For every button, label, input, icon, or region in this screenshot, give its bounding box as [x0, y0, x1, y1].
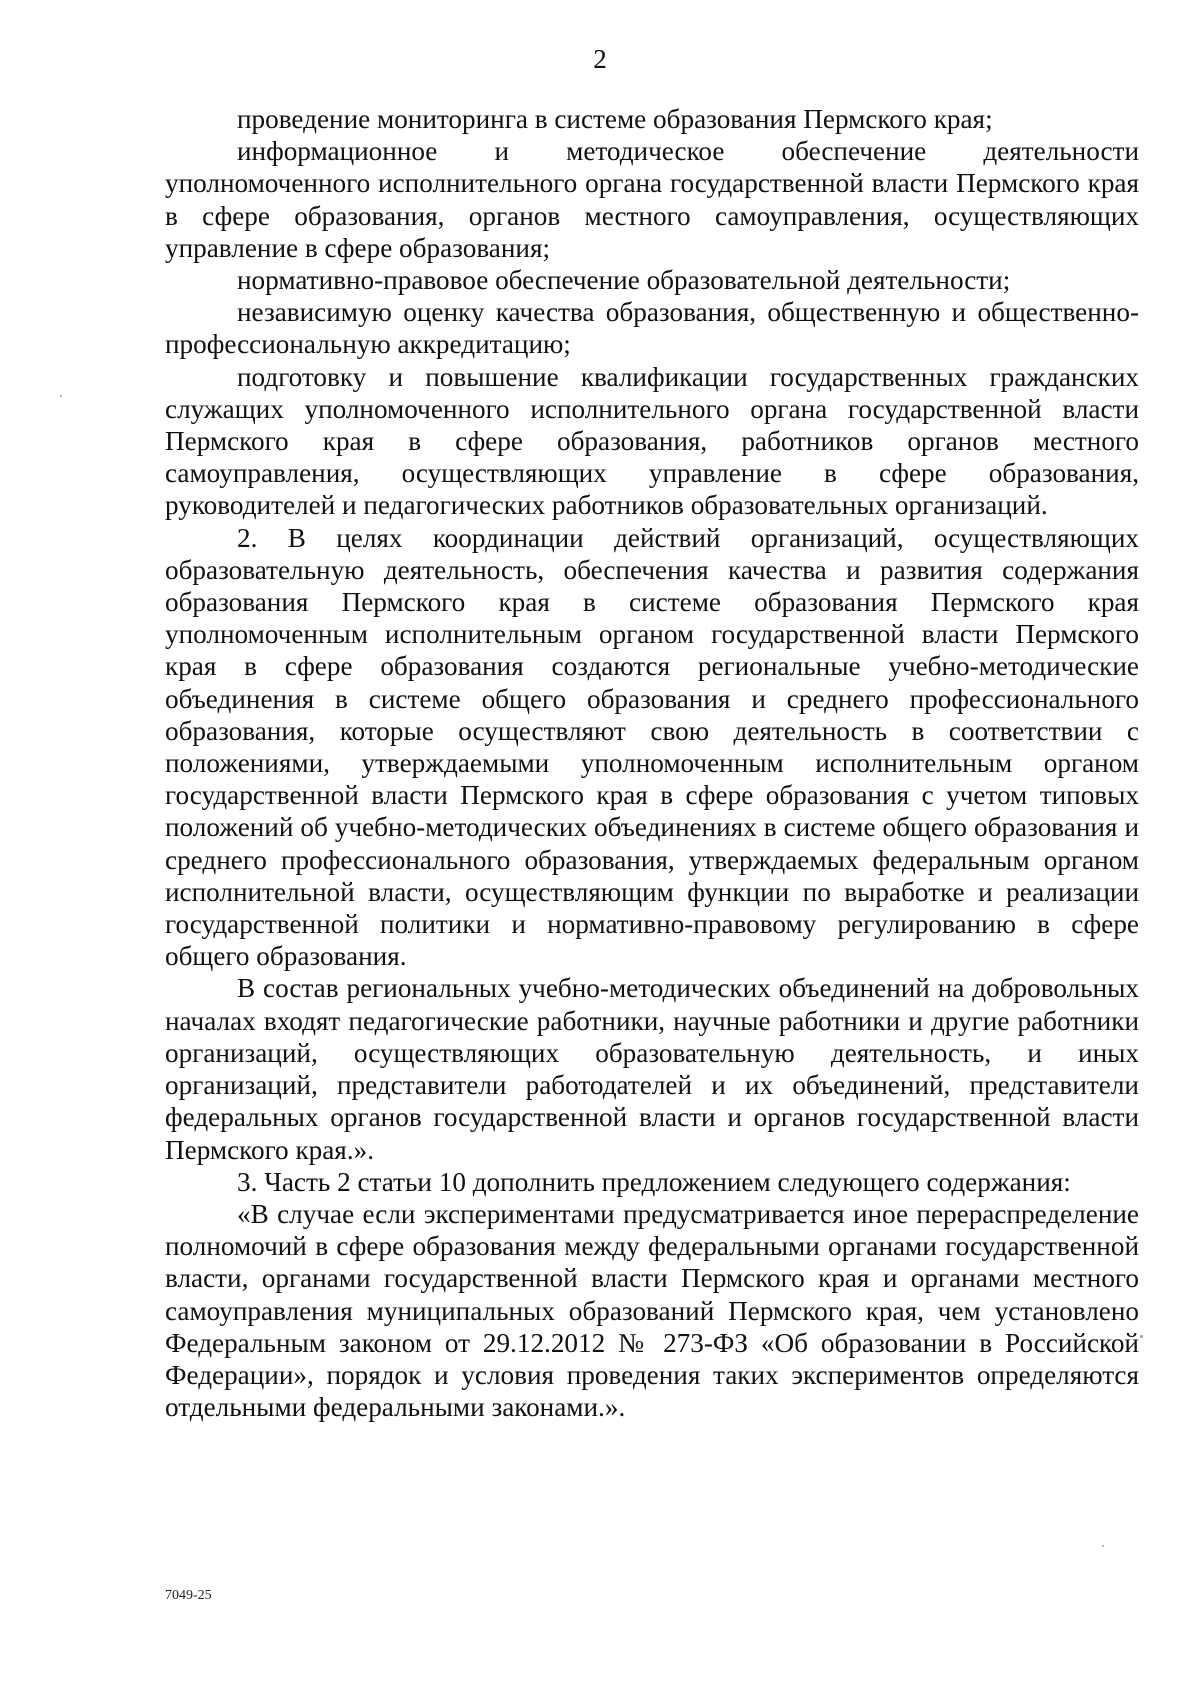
paragraph-normative-support: нормативно-правовое обеспечение образовательной деятельности;	[237, 265, 1011, 296]
paragraph-experiments: «В случае если экспериментами предусматривается иное перераспределение полномочий в сфере образования между федеральными органами государственной власти, органами государственной власти Пермского края и органами местного самоуправления муниципальных образований Пермского края, чем установлено Федеральным законом от 29.12.2012 № 273-ФЗ «Об образовании в Российской Федерации», порядок и условия проведения таких экспериментов определяются отдельными федеральными законами.».	[165, 1198, 1139, 1423]
paragraph-item-2: 2. В целях координации действий организаций, осуществляющих образовательную деятельность, обеспечения качества и развития содержания образования Пермского края в системе образования Пермского края уполномоченным исполнительным органом государственной власти Пермского края в сфере образования создаются региональные учебно-методические объединения в системе общего образования и среднего профессионального образования, которые осуществляют свою деятельность в соответствии с положениями, утверждаемыми уполномоченным исполнительным органом государственной власти Пермского края в сфере образования с учетом типовых положений об учебно-методических объединениях в системе общего образования и среднего профессионального образования, утверждаемых федеральным органом исполнительной власти, осуществляющим функции по выработке и реализации государственной политики и нормативно-правовому регулированию в сфере общего образования.	[165, 522, 1139, 972]
paragraph-training: подготовку и повышение квалификации государственных гражданских служащих уполномоченного исполнительного органа государственной власти Пермского края в сфере образования, работников органов местного самоуправления, осуществляющих управление в сфере образования, руководителей и педагогических работников образовательных организаций.	[165, 361, 1139, 521]
page-number: 2	[593, 44, 607, 74]
paragraph-monitoring: проведение мониторинга в системе образования Пермского края;	[237, 104, 993, 134]
scan-speck	[60, 395, 62, 397]
paragraph-information-support: информационное и методическое обеспечение деятельности уполномоченного исполнительного органа государственной власти Пермского края в сфере образования, органов местного самоуправления, осуществляющих управление в сфере образования;	[165, 136, 1139, 263]
paragraph-quality-assessment: независимую оценку качества образования, общественную и общественно-профессиональную аккредитацию;	[165, 297, 1139, 360]
document-code: 7049-25	[165, 1588, 212, 1603]
paragraph-composition: В состав региональных учебно-методических объединений на добровольных началах входят педагогические работники, научные работники и другие работники организаций, осуществляющих образовательную деятельность, и иных организаций, представители работодателей и их объединений, представители федеральных органов государственной власти и органов государственной власти Пермского края.».	[165, 973, 1139, 1165]
scan-speck	[1102, 1545, 1104, 1547]
document-body	[165, 103, 1139, 1423]
scan-speck	[1140, 1335, 1143, 1338]
paragraph-item-3: 3. Часть 2 статьи 10 дополнить предложением следующего содержания:	[237, 1166, 1071, 1197]
